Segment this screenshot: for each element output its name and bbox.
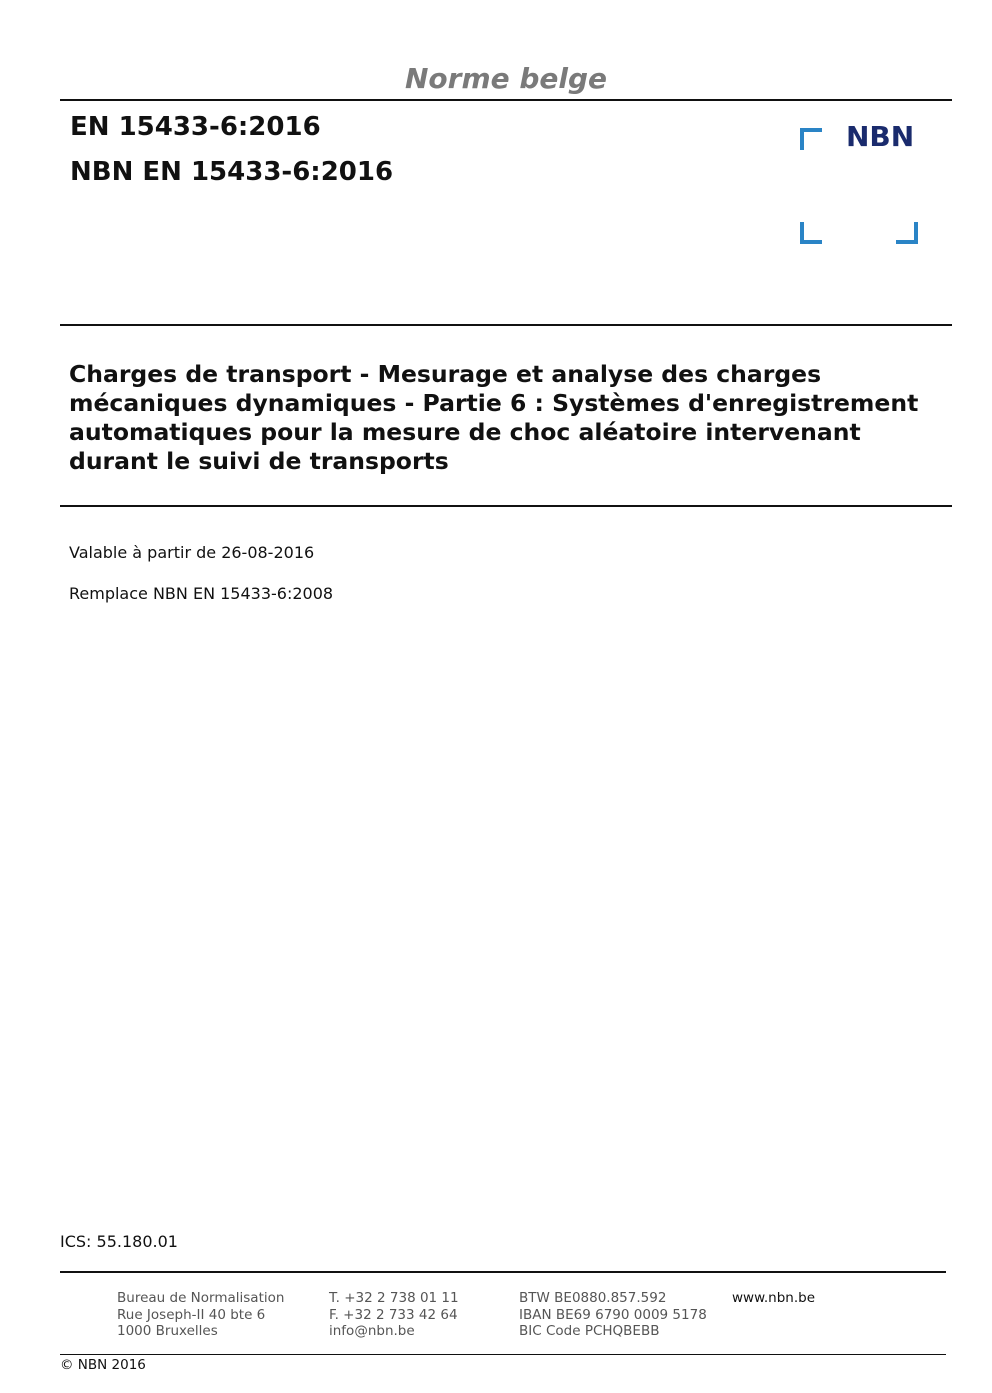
logo-bracket-bottom-left [800, 222, 822, 244]
email-address: info@nbn.be [329, 1323, 415, 1339]
footer-address [117, 1290, 284, 1340]
title-top-divider [60, 324, 952, 326]
document-title: Charges de transport - Mesurage et analyse des charges mécaniques dynamiques - Partie 6 : Systèmes d'enregistrement automatiques pour la mesure de choc aléatoire intervenant durant le suivi de transports [69, 360, 919, 475]
website-link: www.nbn.be [732, 1290, 816, 1306]
footer-bottom-divider [60, 1354, 946, 1355]
footer-contact [329, 1290, 459, 1340]
validity-date: Valable à partir de 26-08-2016 [69, 543, 315, 562]
replaces-standard: Remplace NBN EN 15433-6:2008 [69, 584, 334, 603]
ics-code: ICS: 55.180.01 [60, 1232, 178, 1251]
document-type-label: Norme belge [404, 62, 608, 95]
bic-code: BIC Code PCHQBEBB [519, 1323, 660, 1339]
copyright-notice: © NBN 2016 [60, 1357, 146, 1373]
address-line: 1000 Bruxelles [117, 1323, 218, 1339]
logo-bracket-bottom-right [896, 222, 918, 244]
iban: IBAN BE69 6790 0009 5178 [519, 1306, 707, 1323]
phone-number: T. +32 2 738 01 11 [329, 1290, 459, 1306]
standard-code-en: EN 15433-6:2016 [70, 112, 321, 142]
logo-bracket-top-left [800, 128, 822, 150]
logo-text: NBN [846, 120, 915, 153]
footer-website [732, 1290, 815, 1307]
footer-bank [519, 1290, 707, 1340]
fax-number: F. +32 2 733 42 64 [329, 1306, 458, 1323]
standard-code-nbn: NBN EN 15433-6:2016 [70, 157, 394, 187]
title-bottom-divider [60, 505, 952, 507]
vat-number: BTW BE0880.857.592 [519, 1290, 667, 1306]
top-divider [60, 99, 952, 101]
address-line: Rue Joseph-II 40 bte 6 [117, 1306, 266, 1323]
footer-top-divider [60, 1271, 946, 1273]
address-line: Bureau de Normalisation [117, 1290, 285, 1306]
